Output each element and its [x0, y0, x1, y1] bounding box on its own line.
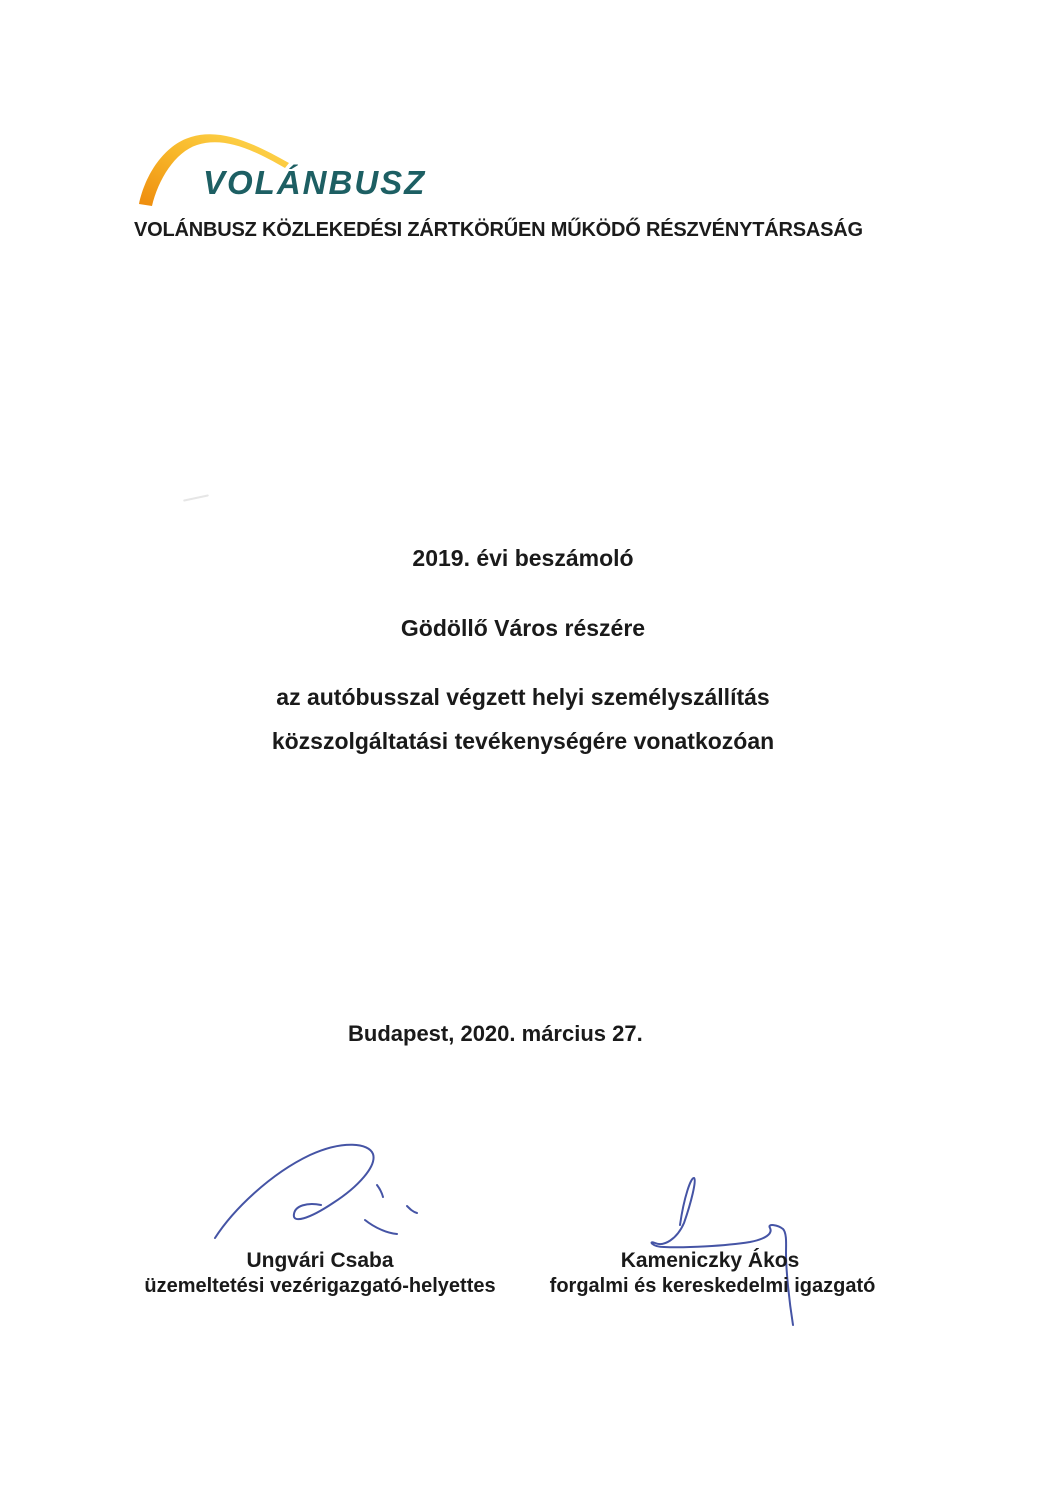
signer-right-role: forgalmi és kereskedelmi igazgató — [549, 1275, 876, 1297]
brand-wordmark: VOLÁNBUSZ — [203, 164, 427, 201]
signer-right-name: Kameniczky Ákos — [620, 1249, 800, 1272]
report-recipient: Gödöllő Város részére — [400, 615, 646, 641]
signature-ungvari-csaba-icon — [195, 1142, 435, 1242]
signature-kameniczky-akos-icon — [640, 1135, 805, 1330]
report-subject-line-2: közszolgáltatási tevékenységére vonatkozóan — [271, 728, 775, 754]
signer-left-role: üzemeltetési vezérigazgató-helyettes — [144, 1275, 496, 1297]
report-subject-line-1: az autóbusszal végzett helyi személyszállítás — [276, 684, 770, 710]
report-title: 2019. évi beszámoló — [412, 545, 634, 571]
scan-artifact-mark — [183, 494, 209, 501]
date-line: Budapest, 2020. március 27. — [348, 1021, 643, 1046]
company-name: VOLÁNBUSZ KÖZLEKEDÉSI ZÁRTKÖRŰEN MŰKÖDŐ RÉSZVÉNYTÁRSASÁG — [134, 219, 863, 241]
signer-left-name: Ungvári Csaba — [246, 1249, 394, 1272]
